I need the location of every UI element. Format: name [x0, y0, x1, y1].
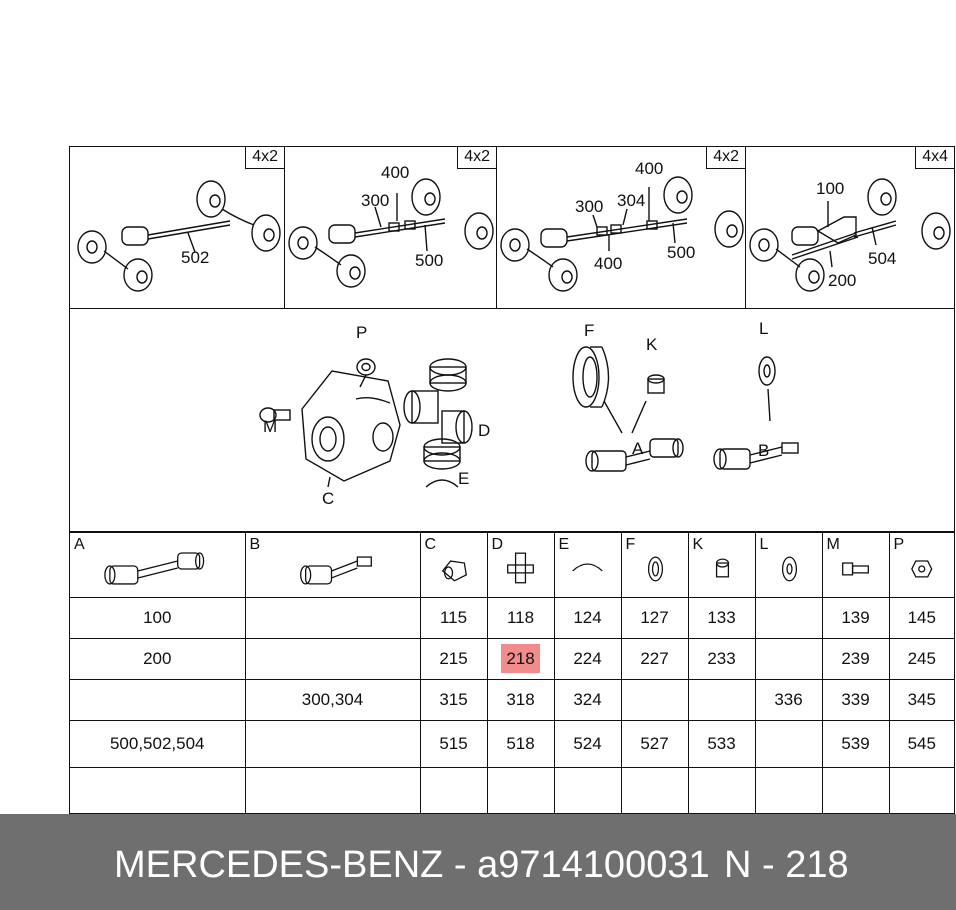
table-cell	[755, 598, 822, 639]
callout-500: 500	[415, 251, 444, 270]
table-cell	[755, 768, 822, 815]
label-p: P	[356, 323, 368, 342]
label-m: M	[263, 417, 278, 436]
drive-badge: 4x2	[706, 147, 745, 169]
header-cell-m: M	[822, 533, 889, 598]
axle-drawing	[70, 147, 285, 307]
table-cell	[245, 768, 420, 815]
cross-icon	[488, 533, 554, 597]
drive-badge: 4x4	[915, 147, 954, 169]
table-cell: 545	[889, 721, 954, 768]
header-cell-f: F	[621, 533, 688, 598]
callout-502: 502	[181, 248, 210, 267]
header-cell-d: D	[487, 533, 554, 598]
parts-drawing	[70, 309, 954, 529]
table-cell	[688, 768, 755, 815]
header-cell-a: A	[70, 533, 245, 598]
table-cell: 233	[688, 639, 755, 680]
label-a: A	[632, 439, 644, 458]
table-cell: 115	[420, 598, 487, 639]
header-cell-e: E	[554, 533, 621, 598]
reference-code: N - 218	[724, 844, 849, 886]
callout-500: 500	[667, 243, 696, 262]
callout-400: 400	[635, 159, 664, 178]
table-cell: 124	[554, 598, 621, 639]
table-cell: 133	[688, 598, 755, 639]
table-cell	[245, 639, 420, 680]
table-cell: 227	[621, 639, 688, 680]
seal-icon	[622, 533, 688, 597]
label-b: B	[758, 441, 770, 460]
table-cell: 145	[889, 598, 954, 639]
axle-drawing	[497, 147, 746, 307]
table-row	[70, 639, 954, 680]
flange-yoke-icon	[421, 533, 487, 597]
header-cell-p: P	[889, 533, 954, 598]
table-cell: 336	[755, 680, 822, 721]
callout-400: 400	[381, 163, 410, 182]
table-cell	[621, 680, 688, 721]
label-c: C	[322, 489, 335, 508]
vehicle-layout-row	[70, 147, 954, 309]
header-cell-k: K	[688, 533, 755, 598]
table-cell	[621, 768, 688, 815]
table-cell: 239	[822, 639, 889, 680]
label-l: L	[759, 319, 769, 338]
table-cell: 245	[889, 639, 954, 680]
plug-icon	[689, 533, 755, 597]
table-cell: 315	[420, 680, 487, 721]
table-cell	[245, 721, 420, 768]
brand-part-number: MERCEDES-BENZ - a9714100031	[114, 844, 710, 886]
shaft-b-icon	[246, 533, 420, 597]
table-cell	[487, 768, 554, 815]
callout-504: 504	[868, 249, 897, 268]
callout-200: 200	[828, 271, 857, 290]
table-cell: 224	[554, 639, 621, 680]
table-cell: 345	[889, 680, 954, 721]
label-k: K	[646, 335, 658, 354]
table-cell: 500,502,504	[70, 721, 245, 768]
table-cell	[755, 639, 822, 680]
table-cell	[70, 768, 245, 815]
table-cell: 518	[487, 721, 554, 768]
label-d: D	[478, 421, 491, 440]
table-cell: 524	[554, 721, 621, 768]
header-cell-l: L	[755, 533, 822, 598]
table-cell: 200	[70, 639, 245, 680]
header-cell-b: B	[245, 533, 420, 598]
layout-panel-3	[497, 147, 746, 308]
callout-300: 300	[575, 197, 604, 216]
table-cell: 127	[621, 598, 688, 639]
table-cell: 339	[822, 680, 889, 721]
washer-icon	[756, 533, 822, 597]
table-row	[70, 598, 954, 639]
table-cell: 118	[487, 598, 554, 639]
table-header-row	[70, 533, 954, 598]
callout-300: 300	[361, 191, 390, 210]
table-cell: 515	[420, 721, 487, 768]
bolt-icon	[823, 533, 889, 597]
callout-100: 100	[816, 179, 845, 198]
shaft-a-icon	[70, 533, 245, 597]
table-cell: 533	[688, 721, 755, 768]
highlighted-part-number: 218	[501, 644, 539, 673]
footer-bar	[0, 814, 956, 910]
table-row	[70, 768, 954, 815]
layout-panel-2	[285, 147, 497, 308]
header-cell-c: C	[420, 533, 487, 598]
table-cell: 324	[554, 680, 621, 721]
layout-panel-4	[746, 147, 954, 308]
table-cell	[245, 598, 420, 639]
snap-ring-icon	[555, 533, 621, 597]
table-cell	[70, 680, 245, 721]
table-cell: 318	[487, 680, 554, 721]
table-row	[70, 721, 954, 768]
table-cell	[889, 768, 954, 815]
callout-400: 400	[594, 254, 623, 273]
parts-table	[70, 532, 954, 814]
table-cell: 539	[822, 721, 889, 768]
drive-badge: 4x2	[457, 147, 496, 169]
callout-304: 304	[617, 191, 646, 210]
table-row	[70, 680, 954, 721]
nut-icon	[890, 533, 955, 597]
table-cell	[554, 768, 621, 815]
table-cell: 139	[822, 598, 889, 639]
table-cell: 300,304	[245, 680, 420, 721]
label-e: E	[458, 469, 470, 488]
layout-panel-1	[70, 147, 285, 308]
table-cell	[688, 680, 755, 721]
exploded-parts-view	[70, 309, 954, 532]
table-cell: 527	[621, 721, 688, 768]
table-cell	[420, 768, 487, 815]
diagram-frame	[69, 146, 955, 814]
table-cell	[822, 768, 889, 815]
drive-badge: 4x2	[245, 147, 284, 169]
label-f: F	[584, 321, 595, 340]
table-cell: 100	[70, 598, 245, 639]
table-cell	[755, 721, 822, 768]
table-cell-highlighted	[487, 639, 554, 680]
table-cell: 215	[420, 639, 487, 680]
